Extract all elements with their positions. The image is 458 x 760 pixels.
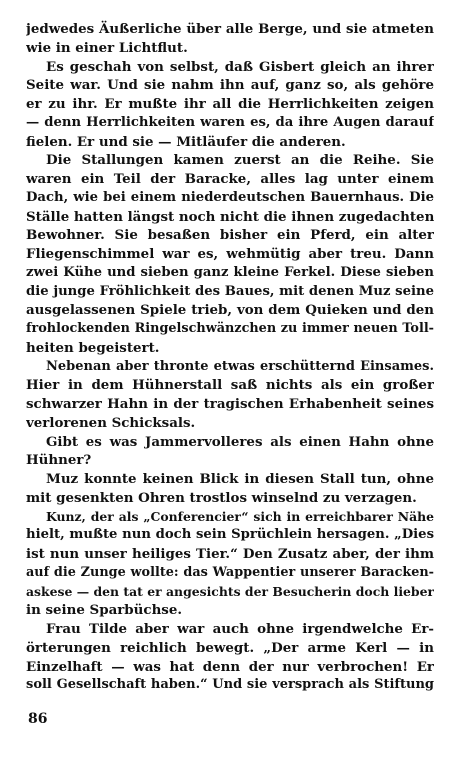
text-line: jedwedes Äußerliche über alle Berge, und sie atmeten xyxy=(26,21,434,37)
text-line: Einzelhaft — was hat denn der nur verbrochen! Er xyxy=(26,658,434,675)
text-line: frohlockenden Ringelschwänzchen zu immer neuen Toll- xyxy=(26,321,434,336)
text-line: Ställe hatten längst noch nicht die ihnen zugedachten xyxy=(26,208,434,225)
text-line: Die Stallungen kamen zuerst an die Reihe. Sie xyxy=(46,152,434,169)
text-line: Gibt es was Jammervolleres als einen Hahn ohne xyxy=(46,433,434,450)
page-number: 86 xyxy=(28,711,48,727)
text-line: auf die Zunge wollte: das Wappentier unserer Baracken- xyxy=(26,564,434,580)
text-line: Es geschah von selbst, daß Gisbert gleich an ihrer xyxy=(46,58,434,75)
text-line: mit gesenkten Ohren trostlos winselnd zu verzagen. xyxy=(26,489,417,506)
text-line: er zu ihr. Er mußte ihr all die Herrlichkeiten zeigen xyxy=(26,96,434,112)
text-line: soll Gesellschaft haben.“ Und sie versprach als Stiftung xyxy=(26,677,434,693)
text-line: in seine Sparbüchse. xyxy=(26,602,183,619)
text-line: waren ein Teil der Baracke, alles lag unter einem xyxy=(26,171,434,187)
text-line: Bewohner. Sie besaßen bisher ein Pferd, ein alter xyxy=(26,227,434,244)
text-line: — denn Herrlichkeiten waren es, da ihre Augen darauf xyxy=(26,114,434,130)
text-line: wie in einer Lichtflut. xyxy=(26,39,188,56)
text-line: schwarzer Hahn in der tragischen Erhabenheit seines xyxy=(26,396,434,412)
text-line: Muz konnte keinen Blick in diesen Stall tun, ohne xyxy=(46,471,434,487)
text-line: Nebenan aber thronte etwas erschütternd Einsames. xyxy=(46,358,434,374)
text-line: zwei Kühe und sieben ganz kleine Ferkel. Diese sieben xyxy=(26,264,434,280)
text-line: ausgelassenen Spiele trieb, von dem Quieken und den xyxy=(26,302,434,319)
body-text xyxy=(26,20,434,695)
text-line: verlorenen Schicksals. xyxy=(26,414,196,431)
text-line: Kunz, der als „Conferencier“ sich in erreichbarer Nähe xyxy=(46,508,434,524)
text-line: askese — den tat er angesichts der Besucherin doch lieber xyxy=(26,583,434,599)
text-line: hielt, mußte nun doch sein Sprüchlein hersagen. „Dies xyxy=(26,527,434,543)
text-line: Frau Tilde aber war auch ohne irgendwelche Er- xyxy=(46,621,434,637)
text-line: Hühner? xyxy=(26,452,92,469)
text-line: heiten begeistert. xyxy=(26,339,160,356)
text-line: Seite war. Und sie nahm ihn auf, ganz so, als gehöre xyxy=(26,77,434,94)
text-line: fielen. Er und sie — Mitläufer die anderen. xyxy=(26,133,346,150)
text-line: örterungen reichlich bewegt. „Der arme Kerl — in xyxy=(26,639,434,656)
text-line: ist nun unser heiliges Tier.“ Den Zusatz aber, der ihm xyxy=(26,546,434,562)
text-line: Hier in dem Hühnerstall saß nichts als ein großer xyxy=(26,377,434,394)
text-line: Dach, wie bei einem niederdeutschen Bauernhaus. Die xyxy=(26,189,434,205)
text-line: Fliegenschimmel war es, wehmütig aber treu. Dann xyxy=(26,246,434,262)
text-line: die junge Fröhlichkeit des Baues, mit denen Muz seine xyxy=(26,283,434,299)
